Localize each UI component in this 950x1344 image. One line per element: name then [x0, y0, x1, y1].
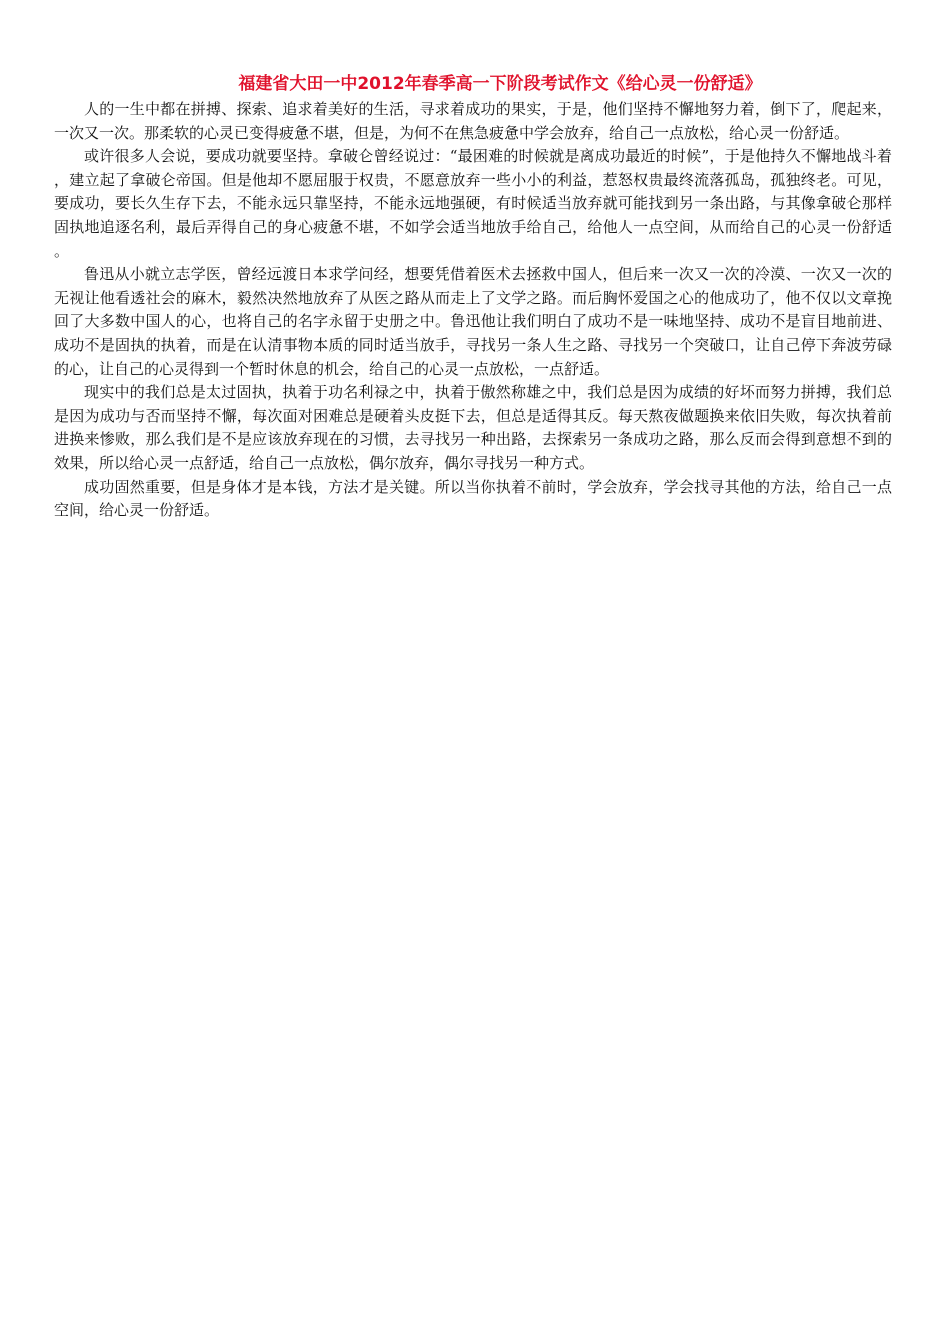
paragraph: 鲁迅从小就立志学医，曾经远渡日本求学问经，想要凭借着医术去拯救中国人，但后来一次又一次的冷漠、一次又一次的无视让他看透社会的麻木，毅然决然地放弃了从医之路从而走上了文学之路。而后胸怀爱国之心的他成功了，他不仅以文章挽回了大多数中国人的心，也将自己的名字永留于史册之中。鲁迅他让我们明白了成功不是一味地坚持、成功不是盲目地前进、成功不是固执的执着，而是在认清事物本质的同时适当放手，寻找另一条人生之路、寻找另一个突破口，让自己停下奔波劳碌的心，让自己的心灵得到一个暂时休息的机会，给自己的心灵一点放松，一点舒适。 — [54, 265, 892, 378]
paragraph: 人的一生中都在拼搏、探索、追求着美好的生活，寻求着成功的果实，于是，他们坚持不懈地努力着，倒下了，爬起来，一次又一次。那柔软的心灵已变得疲惫不堪，但是，为何不在焦急疲惫中学会放弃，给自己一点放松，给心灵一份舒适。 — [54, 100, 892, 142]
document-title: 福建省大田一中2012年春季高一下阶段考试作文《给心灵一份舒适》 — [238, 74, 762, 94]
document-body — [54, 98, 892, 523]
paragraph: 现实中的我们总是太过固执，执着于功名利禄之中，执着于傲然称雄之中，我们总是因为成绩的好坏而努力拼搏，我们总是因为成功与否而坚持不懈，每次面对困难总是硬着头皮挺下去，但总是适得其反。每天熬夜做题换来依旧失败，每次执着前进换来惨败，那么我们是不是应该放弃现在的习惯，去寻找另一种出路，去探索另一条成功之路，那么反而会得到意想不到的效果，所以给心灵一点舒适，给自己一点放松，偶尔放弃，偶尔寻找另一种方式。 — [54, 383, 892, 472]
paragraph: 成功固然重要，但是身体才是本钱，方法才是关键。所以当你执着不前时，学会放弃，学会找寻其他的方法，给自己一点空间，给心灵一份舒适。 — [54, 477, 892, 520]
paragraph: 或许很多人会说，要成功就要坚持。拿破仑曾经说过：“最困难的时候就是离成功最近的时候”，于是他持久不懈地战斗着，建立起了拿破仑帝国。但是他却不愿屈服于权贵，不愿意放弃一些小小的利益，惹怒权贵最终流落孤岛，孤独终老。可见，要成功，要长久生存下去，不能永远只靠坚持，不能永远地强硬，有时候适当放弃就可能找到另一条出路，与其像拿破仑那样固执地追逐名利，最后弄得自己的身心疲惫不堪，不如学会适当地放手给自己，给他人一点空间，从而给自己的心灵一份舒适。 — [54, 147, 892, 260]
